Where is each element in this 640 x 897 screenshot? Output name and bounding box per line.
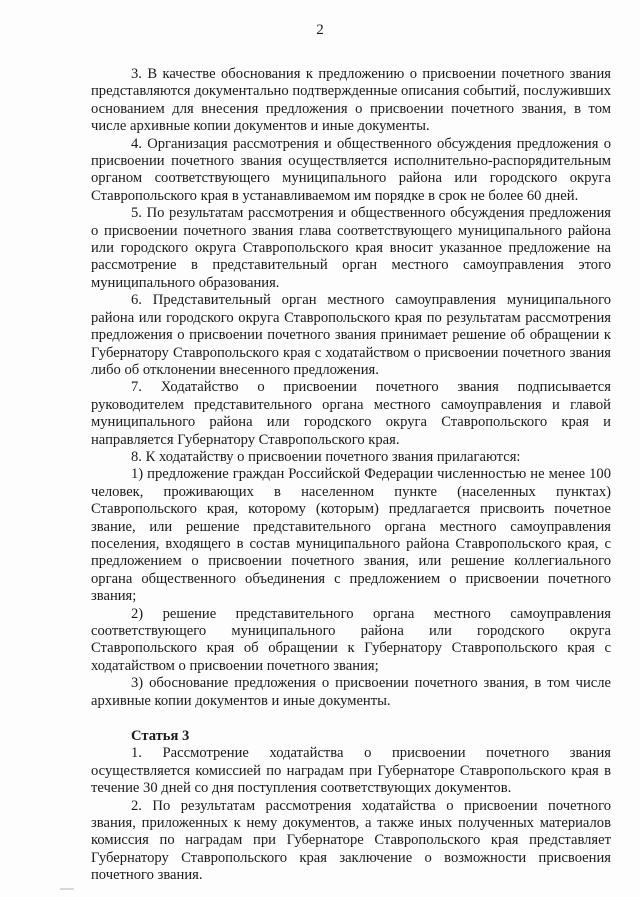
article-3-paragraph-2: 2. По результатам рассмотрения ходатайства о присвоении почетного звания, приложенных к нему документов, а также иных полученных материалов комиссия по наградам при Губернаторе Ставропольского края представляет Губернатору Ставропольского края заключение о возможности присвоения почетного звания. — [91, 797, 611, 884]
paragraph-item-8: 8. К ходатайству о присвоении почетного звания прилагаются: — [131, 448, 521, 465]
paragraph-item-3: 3. В качестве обоснования к предложению о присвоении почетного звания представляются документально подтвержденные описания событий, послуживших основанием для внесения предложения о присвоении почетного звания, в том числе архивные копии документов и иные документы. — [91, 66, 611, 135]
paragraph-item-7: 7. Ходатайство о присвоении почетного звания подписывается руководителем представительного органа местного самоуправления и главой муниципального района или городского округа Ставропольского края и направляется Губернатору Ставропольского края. — [91, 379, 611, 448]
document-body — [91, 66, 611, 885]
article-3-heading: Статья 3 — [131, 728, 190, 745]
paragraph-item-5: 5. По результатам рассмотрения и общественного обсуждения предложения о присвоении почетного звания глава соответствующего муниципального района или городского округа Ставропольского края вносит указанное предложение на рассмотрение в представительный орган местного самоуправления этого муниципального образования. — [91, 205, 611, 291]
page-number: 2 — [316, 22, 324, 38]
paragraph-item-6: 6. Представительный орган местного самоуправления муниципального района или городского округа Ставропольского края по результатам рассмотрения предложения о присвоении почетного звания принимает решение об обращении к Губернатору Ставропольского края с ходатайством о присвоении почетного звания либо об отклонении внесенного предложения. — [91, 292, 611, 378]
list-subitem-2: 2) решение представительного органа местного самоуправления соответствующего муниципального района или городского округа Ставропольского края об обращении к Губернатору Ставропольского края с ходатайством о присвоении почетного звания; — [91, 605, 611, 674]
list-subitem-1: 1) предложение граждан Российской Федерации численностью не менее 100 человек, проживающих в населенном пункте (населенных пунктах) Ставропольского края, которому (которым) предлагается присвоить почетное звание, или решение представительного органа местного самоуправления поселения, входящего в состав муниципального района Ставропольского края, с предложением о присвоении почетного звания, или решение коллегиального органа общественного объединения с предложением о присвоении почетного звания; — [91, 466, 611, 605]
scan-artifact — [60, 888, 74, 890]
list-subitem-3: 3) обоснование предложения о присвоении почетного звания, в том числе архивные копии документов и иные документы. — [91, 675, 611, 709]
article-3-paragraph-1: 1. Рассмотрение ходатайства о присвоении почетного звания осуществляется комиссией по наградам при Губернаторе Ставропольского края в течение 30 дней со дня поступления соответствующих документов. — [91, 745, 611, 797]
paragraph-item-4: 4. Организация рассмотрения и общественного обсуждения предложения о присвоении почетного звания осуществляется исполнительно-распорядительным органом соответствующего муниципального района или городского округа Ставропольского края в устанавливаемом им порядке в срок не более 60 дней. — [91, 135, 611, 204]
